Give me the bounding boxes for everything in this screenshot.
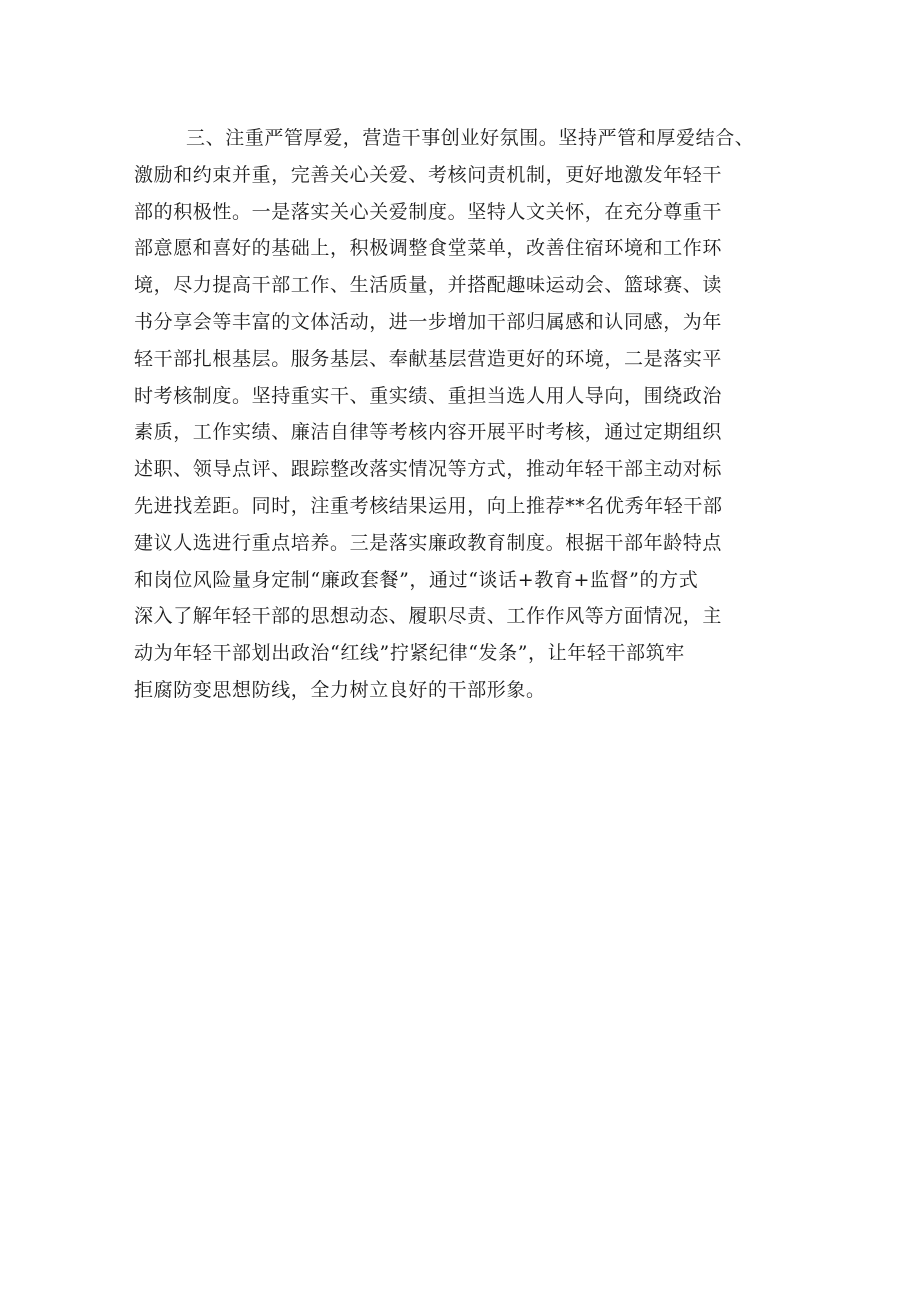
body-paragraph <box>134 120 824 709</box>
paragraph-line: 时考核制度。坚持重实干、重实绩、重担当选人用人导向，围绕政治 <box>134 384 723 407</box>
paragraph-line: 拒腐防变思想防线，全力树立良好的干部形象。 <box>134 678 546 701</box>
paragraph-line: 三、注重严管厚爱，营造干事创业好氛围。坚持严管和厚爱结合、 <box>186 127 755 149</box>
paragraph-line: 先进找差距。同时，注重考核结果运用，向上推荐**名优秀年轻干部 <box>134 494 723 517</box>
paragraph-line: 部的积极性。一是落实关心关爱制度。坚特人文关怀，在充分尊重干 <box>134 200 723 223</box>
paragraph-line: 述职、领导点评、跟踪整改落实情况等方式，推动年轻干部主动对标 <box>134 458 723 481</box>
paragraph-line: 境，尽力提高干部工作、生活质量，并搭配趣味运动会、篮球赛、读 <box>134 274 723 297</box>
paragraph-line: 深入了解年轻干部的思想动态、履职尽责、工作作风等方面情况，主 <box>134 605 723 628</box>
paragraph-line: 素质，工作实绩、廉洁自律等考核内容开展平时考核，通过定期组织 <box>134 421 723 444</box>
paragraph-line: 动为年轻干部划出政治“红线”拧紧纪律“发条”，让年轻干部筑牢 <box>134 642 685 665</box>
paragraph-line: 部意愿和喜好的基础上，积极调整食堂菜单，改善住宿环境和工作环 <box>134 237 723 260</box>
paragraph-line: 建议人选进行重点培养。三是落实廉政教育制度。根据干部年龄特点 <box>134 531 723 554</box>
paragraph-line: 和岗位风险量身定制“廉政套餐”，通过“谈话+教育+监督”的方式 <box>134 568 699 591</box>
paragraph-line: 激励和约束并重，完善关心关爱、考核问责机制，更好地激发年轻干 <box>134 163 723 186</box>
paragraph-line: 书分享会等丰富的文体活动，进一步增加干部归属感和认同感，为年 <box>134 310 723 333</box>
paragraph-line: 轻干部扎根基层。服务基层、奉献基层营造更好的环境，二是落实平 <box>134 347 723 370</box>
